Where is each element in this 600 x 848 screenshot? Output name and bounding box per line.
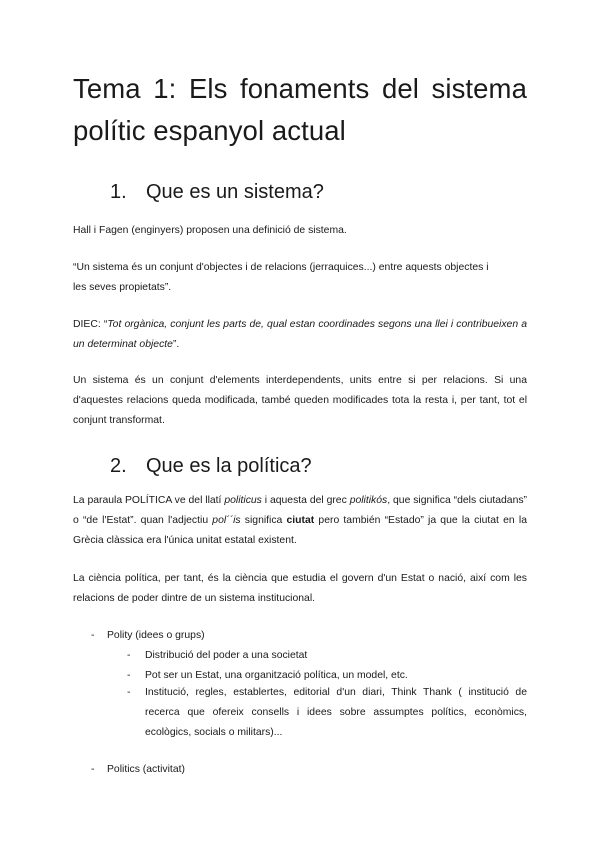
dash-bullet: - xyxy=(127,687,131,698)
dash-bullet: - xyxy=(127,650,131,661)
dash-bullet: - xyxy=(127,670,131,681)
text-run: La paraula POLÍTICA ve del llatí xyxy=(73,495,225,506)
bold-term: ciutat xyxy=(286,515,315,526)
diec-quote: Tot orgànica, conjunt les parts de, qual estan coordinades segons una llei i contribueixen a un determinat objecte xyxy=(73,319,527,350)
section-1-number: 1. xyxy=(110,181,127,203)
section-2-number: 2. xyxy=(110,455,127,477)
section-1-paragraph-2 xyxy=(73,258,527,298)
list-item-polity xyxy=(91,626,205,646)
diec-definition xyxy=(73,315,527,355)
dash-bullet: - xyxy=(91,630,95,641)
sub-list-item xyxy=(127,683,527,743)
section-2-paragraph-1 xyxy=(73,491,527,551)
greek-term: politikós xyxy=(349,495,388,506)
quote-line-1: “Un sistema és un conjunt d'objectes i de relacions (jerraquices...) entre aquests objectes i xyxy=(73,262,489,273)
title-word: sistema xyxy=(431,73,527,104)
list-item-label: Polity (idees o grups) xyxy=(107,630,205,641)
title-word: Tema xyxy=(73,73,141,104)
list-item-label: Politics (activitat) xyxy=(107,764,185,775)
section-1-heading-text: Que es un sistema? xyxy=(146,181,324,203)
sub-list-item-text: Distribució del poder a una societat xyxy=(145,650,308,661)
section-2-paragraph-2: La ciència política, per tant, és la ciència que estudia el govern d'un Estat o nació, així com les relacions de poder dintre de un sistema institucional. xyxy=(73,573,527,604)
quote-line-2: les seves propietats”. xyxy=(73,282,172,293)
text-run: i aquesta del grec xyxy=(261,495,350,506)
title-word: del xyxy=(381,73,419,104)
dash-bullet: - xyxy=(91,764,95,775)
diec-suffix: ”. xyxy=(172,339,180,350)
section-1-paragraph-4: Un sistema és un conjunt d'elements interdependents, units entre si per relacions. Si una d'aquestes relacions queda modificada, també queden modificades tota la resta i, per tant, tot el conjunt transformat. xyxy=(73,375,527,426)
title-word: Els xyxy=(188,73,228,104)
title-word: 1: xyxy=(153,73,177,104)
title-line-1 xyxy=(73,68,527,110)
section-1-paragraph-1: Hall i Fagen (enginyers) proposen una definició de sistema. xyxy=(73,225,347,236)
sub-list-item xyxy=(127,646,527,666)
section-2-heading xyxy=(110,454,312,478)
section-1-heading xyxy=(110,180,324,204)
document-title xyxy=(73,68,527,152)
list-item-politics xyxy=(91,760,185,780)
sub-list-item-text: Pot ser un Estat, una organització política, un model, etc. xyxy=(145,670,408,681)
title-line-2: polític espanyol actual xyxy=(73,115,346,146)
section-2-heading-text: Que es la política? xyxy=(146,455,312,477)
latin-term: politicus xyxy=(224,495,262,506)
diec-prefix: DIEC: “ xyxy=(73,319,108,330)
sub-list-item-text: Institució, regles, establertes, editorial d'un diari, Think Thank ( institució de recerca que ofereix consells i idees sobre assumptes polítics, econòmics, ecològics, socials o militars)... xyxy=(145,687,527,738)
polis-term: pol´´is xyxy=(212,515,241,526)
text-run: pero también “Estado” ja que la ciutat en la Grècia clàssica era l'única unitat estatal existent. xyxy=(73,515,527,546)
title-word: fonaments xyxy=(240,73,370,104)
text-run: , que significa “dels ciutadans” o “de l'Estat”. quan l'adjectiu xyxy=(73,495,528,526)
text-run: significa xyxy=(240,515,287,526)
